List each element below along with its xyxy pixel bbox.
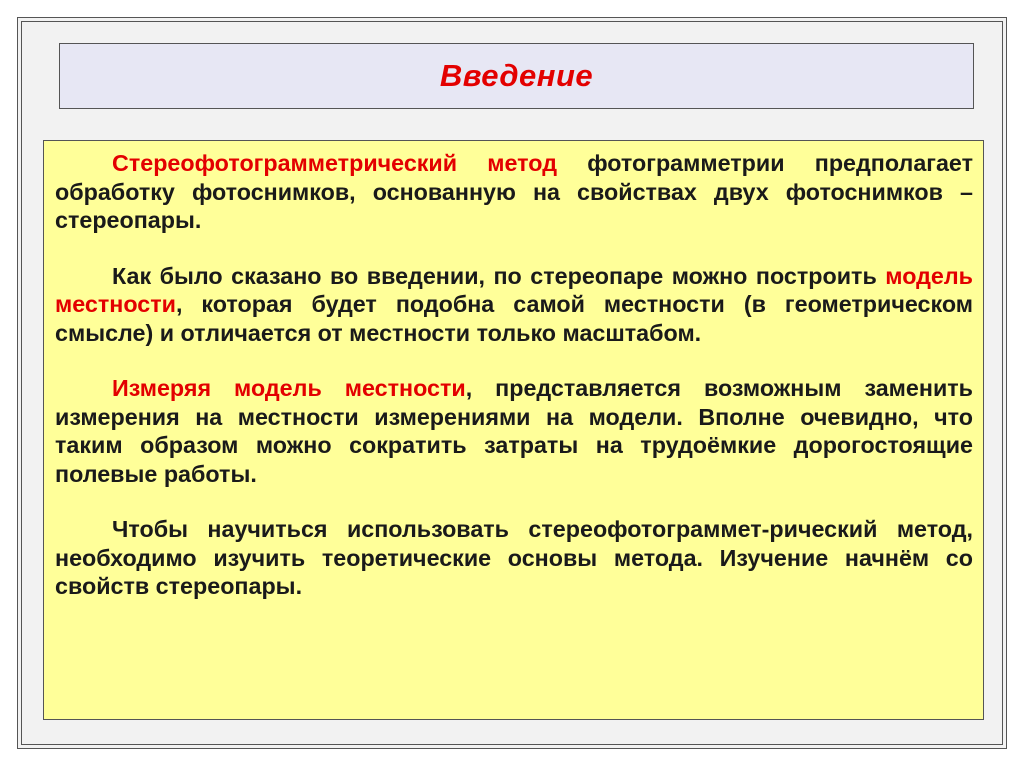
- paragraph-measuring-model: [55, 374, 973, 488]
- highlight-terrain-model: модель местности: [55, 262, 973, 317]
- paragraph-text: Чтобы научиться использовать стереофотограммет-рический метод, необходимо изучить теоретические основы метода. Изучение начнём со свойств стереопары.: [55, 516, 973, 599]
- content-box: [43, 140, 984, 720]
- paragraph-text: , которая будет подобна самой местности (в геометрическом смысле) и отличается от местности только масштабом.: [55, 291, 973, 346]
- highlight-stereo-method: Стереофотограмметрический метод: [112, 150, 557, 176]
- highlight-measuring-model: Измеряя модель местности: [112, 375, 466, 401]
- paragraph-text: , представляется возможным заменить измерения на местности измерениями на модели. Вполне очевидно, что таким образом можно сократить затраты на трудоёмкие дорогостоящие полевые работы.: [55, 375, 974, 487]
- paragraph-terrain-model: [55, 262, 973, 348]
- paragraph-theory-basics: [55, 515, 973, 601]
- paragraph-text: Как было сказано во введении, по стереопаре можно построить: [112, 262, 886, 289]
- paragraph-text: фотограмметрии предполагает обработку фотоснимков, основанную на свойствах двух фотоснимков – стереопары.: [55, 150, 973, 233]
- paragraph-stereo-method: [55, 149, 973, 235]
- slide-title: Введение: [439, 58, 594, 93]
- title-box: [59, 43, 974, 109]
